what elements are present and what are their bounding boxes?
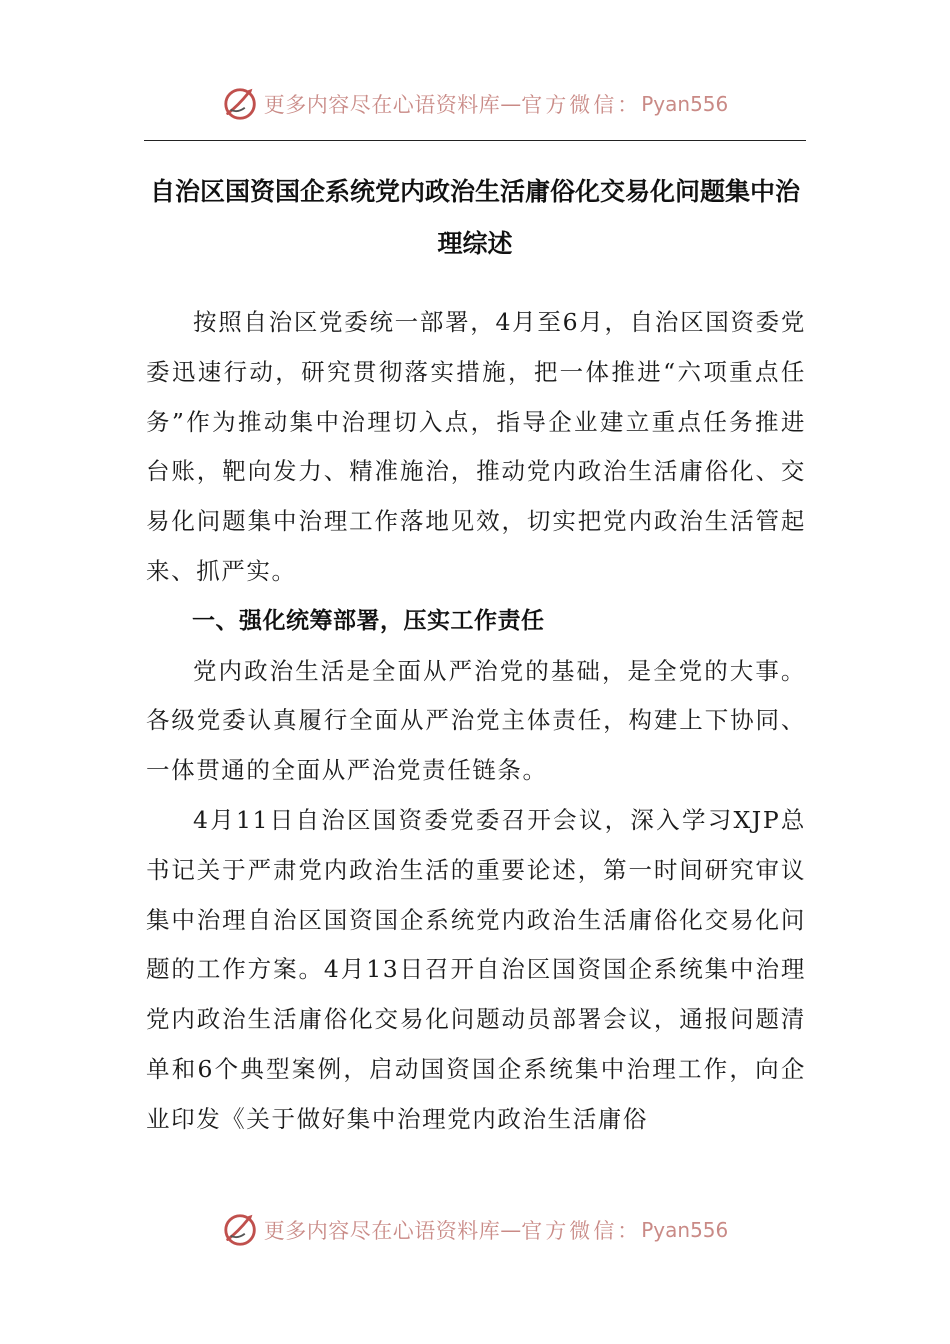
banner-text: 更多内容尽在心语资料库: [263, 93, 501, 117]
banner-text: 更多内容尽在心语资料库: [263, 1219, 501, 1243]
pen-signature-icon: [222, 1211, 260, 1249]
banner-wechat-label: 官方微信：: [521, 93, 642, 117]
banner-wechat-label: 官方微信：: [521, 1219, 642, 1243]
header-banner: [0, 82, 950, 126]
banner-dash: —: [500, 92, 522, 116]
banner-wechat-id: Pyan556: [641, 1218, 729, 1242]
banner-wechat-id: Pyan556: [641, 92, 729, 116]
section-heading: 一、强化统筹部署，压实工作责任: [192, 607, 545, 634]
body-paragraph: 按照自治区党委统一部署，4月至6月，自治区国资委党委迅速行动，研究贯彻落实措施，把一体推进“六项重点任务”作为推动集中治理切入点，指导企业建立重点任务推进台账，靶向发力、精准施治，推动党内政治生活庸俗化、交易化问题集中治理工作落地见效，切实把党内政治生活管起来、抓严实。: [146, 308, 806, 585]
pen-signature-icon: [222, 85, 260, 123]
body-paragraph: 4月11日自治区国资委党委召开会议，深入学习XJP总书记关于严肃党内政治生活的重要论述，第一时间研究审议集中治理自治区国资国企系统党内政治生活庸俗化交易化问题的工作方案。4月13日召开自治区国资国企系统集中治理党内政治生活庸俗化交易化问题动员部署会议，通报问题清单和6个典型案例，启动国资国企系统集中治理工作，向企业印发《关于做好集中治理党内政治生活庸俗: [146, 805, 806, 1133]
document-title: 自治区国资国企系统党内政治生活庸俗化交易化问题集中治理综述: [149, 177, 800, 258]
document-body: [146, 298, 806, 1145]
body-paragraph: 党内政治生活是全面从严治党的基础，是全党的大事。各级党委认真履行全面从严治党主体责任，构建上下协同、一体贯通的全面从严治党责任链条。: [146, 656, 806, 785]
banner-dash: —: [500, 1218, 522, 1242]
header-divider: [144, 140, 806, 141]
footer-banner: [0, 1208, 950, 1252]
